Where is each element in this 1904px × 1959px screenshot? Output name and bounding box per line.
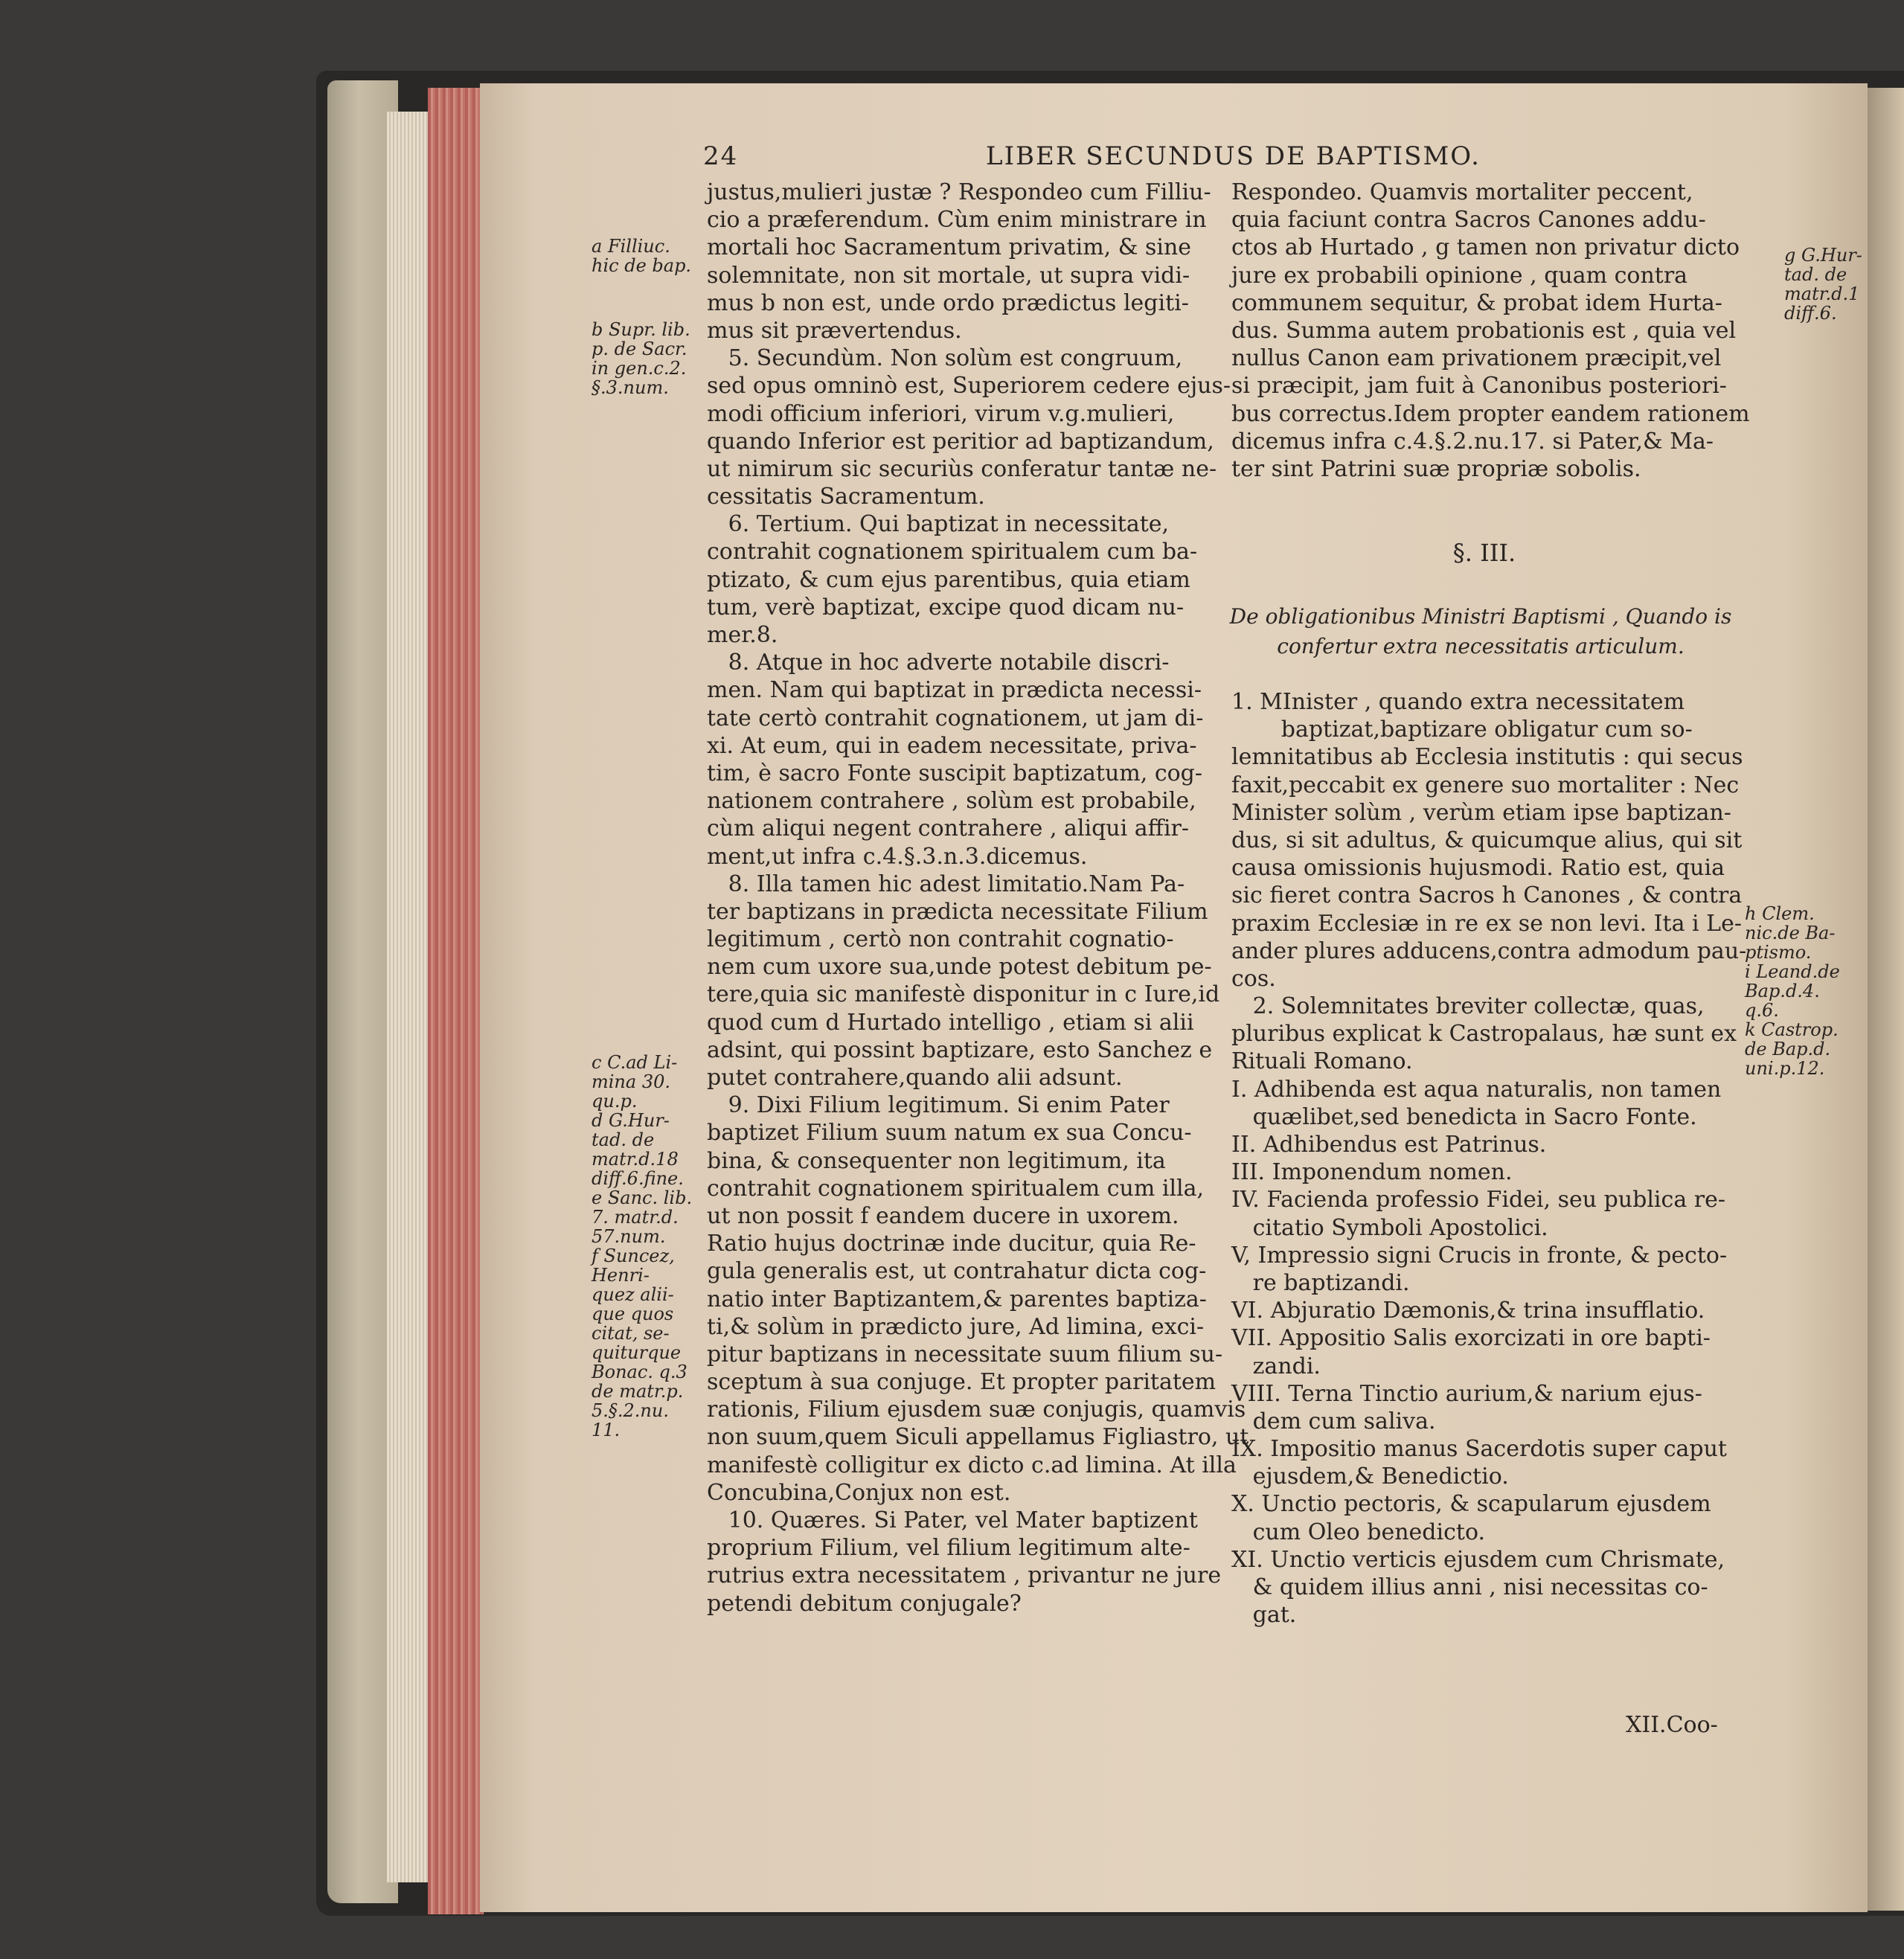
text-line: I. Adhibenda est aqua naturalis, non tamen xyxy=(1231,1076,1722,1103)
text-line: ti,& solùm in prædicto jure, Ad limina, exci- xyxy=(707,1313,1205,1340)
text-line: II. Adhibendus est Patrinus. xyxy=(1231,1132,1547,1158)
margin-note-line: p. de Sacr. xyxy=(592,339,687,359)
text-line: VI. Abjuratio Dæmonis,& trina insufflatio. xyxy=(1231,1298,1705,1324)
margin-note-line: d G.Hur- xyxy=(592,1110,670,1131)
text-line: ut non possit f eandem ducere in uxorem. xyxy=(707,1202,1179,1229)
text-line: IV. Facienda professio Fidei, seu publica re- xyxy=(1231,1187,1725,1213)
text-line: Minister solùm , verùm etiam ipse baptizan- xyxy=(1231,799,1731,826)
text-line: sed opus omninò est, Superiorem cedere ejus- xyxy=(707,373,1231,400)
text-line: nullus Canon eam privationem præcipit,vel xyxy=(1231,345,1722,372)
margin-note-line: de Bap.d. xyxy=(1745,1039,1831,1059)
text-line: proprium Filium, vel filium legitimum alte- xyxy=(707,1535,1190,1562)
page-number: 24 xyxy=(703,141,739,171)
text-line: sceptum à sua conjuge. Et propter paritatem xyxy=(707,1369,1217,1396)
text-line: cùm aliqui negent contrahere , aliqui affir- xyxy=(707,815,1190,842)
text-line: dem cum saliva. xyxy=(1231,1408,1436,1434)
text-line: quælibet,sed benedicta in Sacro Fonte. xyxy=(1231,1103,1697,1130)
margin-note-line: que quos xyxy=(592,1304,674,1324)
margin-note-line: citat, se- xyxy=(592,1323,670,1344)
text-line: pitur baptizans in necessitate suum filium su- xyxy=(707,1341,1223,1368)
facing-page-edge xyxy=(1864,88,1904,1911)
text-line: xi. At eum, qui in eadem necessitate, priva- xyxy=(707,732,1197,759)
text-line: 6. Tertium. Qui baptizat in necessitate, xyxy=(707,511,1170,538)
margin-note-line: matr.d.18 xyxy=(592,1149,679,1170)
text-line: 10. Quæres. Si Pater, vel Mater baptizent xyxy=(707,1507,1198,1533)
text-line: VIII. Terna Tinctio aurium,& narium ejus- xyxy=(1231,1380,1702,1407)
text-line: ptizato, & cum ejus parentibus, quia etiam xyxy=(707,566,1190,593)
text-line: baptizat,baptizare obligatur cum so- xyxy=(1231,716,1693,743)
margin-note-line: k Castrop. xyxy=(1745,1019,1839,1040)
text-line: jure ex probabili opinione , quam contra xyxy=(1231,262,1688,289)
text-line: putet contrahere,quando alii adsunt. xyxy=(707,1065,1123,1091)
text-line: V, Impressio signi Crucis in fronte, & pecto- xyxy=(1231,1242,1728,1269)
text-line: XI. Unctio verticis ejusdem cum Chrismate, xyxy=(1231,1546,1725,1573)
text-line: Concubina,Conjux non est. xyxy=(707,1479,1011,1506)
text-line: adsint, qui possint baptizare, esto Sanchez e xyxy=(707,1036,1213,1063)
text-line: mortali hoc Sacramentum privatim, & sine xyxy=(707,234,1192,261)
text-line: cum Oleo benedicto. xyxy=(1231,1519,1486,1545)
margin-note-line: h Clem. xyxy=(1745,903,1815,924)
text-line: ter sint Patrini suæ propriæ sobolis. xyxy=(1231,455,1641,482)
text-line: rutrius extra necessitatem , privantur ne jure xyxy=(707,1562,1222,1589)
text-line: causa omissionis hujusmodi. Ratio est, quia xyxy=(1231,855,1725,882)
text-line: 8. Atque in hoc adverte notabile discri- xyxy=(707,650,1170,676)
text-line: justus,mulieri justæ ? Respondeo cum Filliu- xyxy=(707,179,1211,205)
margin-note-line: matr.d.1 xyxy=(1784,283,1860,304)
margin-note-line: Henri- xyxy=(592,1265,650,1286)
text-line: ut nimirum sic securiùs conferatur tantæ ne- xyxy=(707,455,1217,482)
margin-note-line: uni.p.12. xyxy=(1745,1058,1825,1079)
margin-note-c xyxy=(592,1053,692,1440)
text-line: non suum,quem Siculi appellamus Figliastro, ut xyxy=(707,1424,1249,1451)
section-title-line1: De obligationibus Ministri Baptismi , Quando is xyxy=(1229,604,1732,629)
margin-note-line: tad. de xyxy=(1784,264,1847,285)
text-line: tum, verè baptizat, excipe quod dicam nu- xyxy=(707,594,1185,621)
text-line: natio inter Baptizantem,& parentes baptiza- xyxy=(707,1286,1207,1312)
text-line: ter baptizans in prædicta necessitate Filium xyxy=(707,898,1208,925)
text-line: ander plures adducens,contra admodum pau- xyxy=(1231,937,1747,964)
text-line: bus correctus.Idem propter eandem rationem xyxy=(1231,400,1750,427)
text-line: lemnitatibus ab Ecclesia institutis : qui secus xyxy=(1231,744,1743,771)
margin-note-line: in gen.c.2. xyxy=(592,358,687,379)
text-line: mer.8. xyxy=(707,622,778,648)
text-line: faxit,peccabit ex genere suo mortaliter : Nec xyxy=(1231,772,1740,798)
section-mark: §. III. xyxy=(1452,539,1516,567)
text-line: legitimum , certò non contrahit cognatio- xyxy=(707,926,1174,953)
margin-note-line: de matr.p. xyxy=(592,1381,684,1402)
margin-note-line: b Supr. lib. xyxy=(592,319,690,340)
left-column-text xyxy=(707,179,1249,1617)
text-line: Respondeo. Quamvis mortaliter peccent, xyxy=(1231,179,1693,205)
text-line: quia faciunt contra Sacros Canones addu- xyxy=(1231,207,1706,234)
text-line: 2. Solemnitates breviter collectæ, quas, xyxy=(1231,993,1705,1020)
text-line: Ratio hujus doctrinæ inde ducitur, quia Re- xyxy=(707,1231,1196,1257)
right-column-intro xyxy=(1231,179,1750,483)
margin-note-line: quez alii- xyxy=(592,1284,674,1305)
text-line: mus b non est, unde ordo prædictus legiti- xyxy=(707,289,1189,316)
margin-note-line: 5.§.2.nu. xyxy=(592,1400,669,1421)
margin-note-line: tad. de xyxy=(592,1129,655,1150)
text-line: gat. xyxy=(1231,1602,1297,1629)
margin-note-h xyxy=(1745,904,1840,1078)
margin-note-line: diff.6. xyxy=(1784,303,1837,324)
text-line: ejusdem,& Benedictio. xyxy=(1231,1463,1509,1490)
text-line: sic fieret contra Sacros h Canones , & contra xyxy=(1231,882,1743,909)
margin-note-line: a Filliuc. xyxy=(592,236,670,257)
text-line: quod cum d Hurtado intelligo , etiam si alii xyxy=(707,1009,1194,1036)
margin-note-g xyxy=(1784,246,1862,323)
text-line: contrahit cognationem spiritualem cum illa, xyxy=(707,1175,1205,1202)
text-line: rationis, Filium ejusdem suæ conjugis, quamvis xyxy=(707,1397,1246,1423)
margin-note-line: qu.p. xyxy=(592,1091,638,1112)
text-line: petendi debitum conjugale? xyxy=(707,1590,1022,1617)
text-line: pluribus explicat k Castropalaus, hæ sunt ex xyxy=(1231,1021,1737,1048)
text-line: zandi. xyxy=(1231,1353,1321,1379)
margin-note-a xyxy=(592,237,691,275)
text-line: III. Imponendum nomen. xyxy=(1231,1159,1513,1186)
text-line: men. Nam qui baptizat in prædicta necessi- xyxy=(707,677,1202,704)
text-line: bina, & consequenter non legitimum, ita xyxy=(707,1147,1166,1174)
text-line: ment,ut infra c.4.§.3.n.3.dicemus. xyxy=(707,843,1088,870)
text-line: communem sequitur, & probat idem Hurta- xyxy=(1231,289,1722,316)
text-line: 1. MInister , quando extra necessitatem xyxy=(1231,689,1685,715)
text-line: modi officium inferiori, virum v.g.mulieri, xyxy=(707,400,1175,427)
text-line: dicemus infra c.4.§.2.nu.17. si Pater,& Ma- xyxy=(1231,428,1714,455)
text-line: nationem contrahere , solùm est probabile, xyxy=(707,788,1196,815)
text-line: & quidem illius anni , nisi necessitas co- xyxy=(1231,1574,1708,1600)
text-line: re baptizandi. xyxy=(1231,1269,1410,1296)
text-line: Rituali Romano. xyxy=(1231,1048,1413,1075)
margin-note-line: nic.de Ba- xyxy=(1745,923,1836,943)
text-line: 9. Dixi Filium legitimum. Si enim Pater xyxy=(707,1092,1170,1119)
text-line: 8. Illa tamen hic adest limitatio.Nam Pa- xyxy=(707,871,1185,897)
text-line: 5. Secundùm. Non solùm est congruum, xyxy=(707,345,1183,372)
page-stack xyxy=(387,112,432,1882)
section-title-line2: confertur extra necessitatis articulum. xyxy=(1277,634,1685,658)
right-column-body xyxy=(1231,688,1746,1629)
margin-note-line: hic de bap. xyxy=(592,255,692,276)
text-line: baptizet Filium suum natum ex sua Concu- xyxy=(707,1120,1192,1147)
margin-note-line: 11. xyxy=(592,1420,621,1440)
margin-note-line: diff.6.fine. xyxy=(592,1168,684,1189)
margin-note-line: ptismo. xyxy=(1745,942,1812,963)
red-page-edges xyxy=(428,88,484,1914)
text-line: ctos ab Hurtado , g tamen non privatur dicto xyxy=(1231,234,1740,261)
margin-note-line: i Leand.de xyxy=(1745,961,1840,982)
margin-note-line: e Sanc. lib. xyxy=(592,1187,693,1208)
catchword: XII.Coo- xyxy=(1626,1712,1718,1738)
margin-note-line: §.3.num. xyxy=(592,377,669,398)
margin-note-line: q.6. xyxy=(1745,1000,1779,1021)
text-line: quando Inferior est peritior ad baptizandum, xyxy=(707,428,1214,455)
margin-note-line: Bonac. q.3 xyxy=(592,1362,687,1382)
text-line: citatio Symboli Apostolici. xyxy=(1231,1214,1548,1241)
text-line: manifestè colligitur ex dicto c.ad limina. At illa xyxy=(707,1452,1237,1478)
text-line: cessitatis Sacramentum. xyxy=(707,484,985,510)
margin-note-b xyxy=(592,320,690,397)
text-line: si præcipit, jam fuit à Canonibus posteriori- xyxy=(1231,373,1727,400)
text-line: tere,quia sic manifestè disponitur in c Iure,id xyxy=(707,981,1220,1008)
margin-note-line: c C.ad Li- xyxy=(592,1052,678,1073)
text-line: contrahit cognationem spiritualem cum ba- xyxy=(707,539,1198,565)
margin-note-line: f Suncez, xyxy=(592,1245,675,1266)
margin-note-line: quiturque xyxy=(592,1342,682,1363)
text-line: IX. Impositio manus Sacerdotis super caput xyxy=(1231,1436,1727,1463)
text-line: nem cum uxore sua,unde potest debitum pe- xyxy=(707,954,1212,981)
text-line: cio a præferendum. Cùm enim ministrare in xyxy=(707,207,1207,234)
text-line: X. Unctio pectoris, & scapularum ejusdem xyxy=(1231,1491,1711,1518)
text-line: cos. xyxy=(1231,965,1276,992)
margin-note-line: Bap.d.4. xyxy=(1745,981,1820,1001)
text-line: dus. Summa autem probationis est , quia vel xyxy=(1231,317,1737,344)
margin-note-line: 7. matr.d. xyxy=(592,1207,679,1228)
margin-note-line: 57.num. xyxy=(592,1226,666,1247)
text-line: solemnitate, non sit mortale, ut supra vidi- xyxy=(707,262,1190,289)
text-line: dus, si sit adultus, & quicumque alius, qui sit xyxy=(1231,827,1743,853)
running-title: LIBER SECUNDUS DE BAPTISMO. xyxy=(986,141,1481,171)
text-line: gula generalis est, ut contrahatur dicta cog- xyxy=(707,1258,1207,1285)
text-line: VII. Appositio Salis exorcizati in ore bapti- xyxy=(1231,1325,1711,1352)
text-line: tim, è sacro Fonte suscipit baptizatum, cog- xyxy=(707,760,1203,786)
margin-note-line: g G.Hur- xyxy=(1784,245,1862,266)
text-line: tate certò contrahit cognationem, ut jam di- xyxy=(707,705,1204,731)
text-line: mus sit prævertendus. xyxy=(707,317,962,344)
text-line: praxim Ecclesiæ in re ex se non levi. Ita i Le- xyxy=(1231,910,1742,937)
margin-note-line: mina 30. xyxy=(592,1071,670,1092)
